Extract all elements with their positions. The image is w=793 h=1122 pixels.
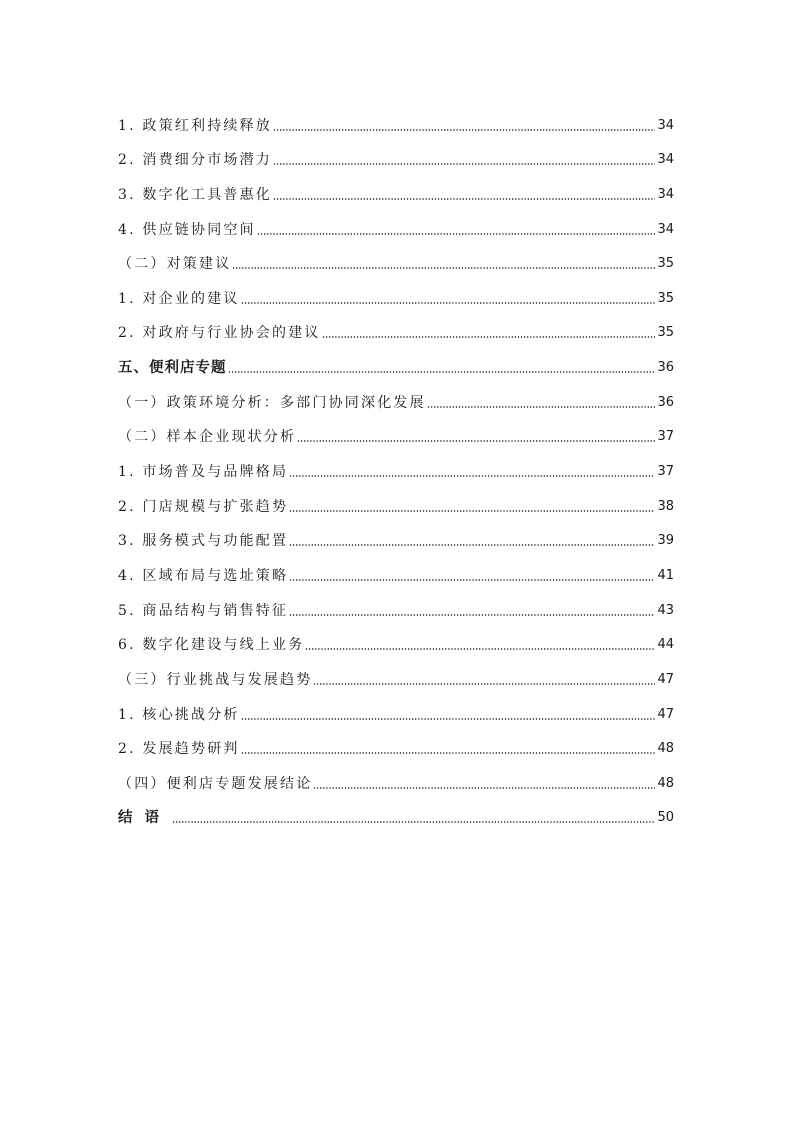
toc-entry-title: 1. 核心挑战分析: [118, 706, 240, 723]
toc-entry-title: （一）政策环境分析：多部门协同深化发展: [118, 394, 426, 411]
toc-entry-countermeasures[interactable]: [118, 245, 674, 280]
toc-page-number: 43: [657, 602, 674, 618]
toc-page-number: 37: [657, 429, 674, 445]
toc-entry-title: 4. 供应链协同空间: [118, 221, 256, 238]
toc-page-number: 48: [657, 741, 674, 757]
toc-entry-store-scale[interactable]: [118, 487, 674, 522]
dot-leader: [289, 475, 655, 477]
toc-entry-title: 2. 对政府与行业协会的建议: [118, 325, 321, 342]
dot-leader: [322, 336, 656, 338]
toc-entry-consumer-segments[interactable]: [118, 141, 674, 176]
toc-entry-enterprise-advice[interactable]: [118, 279, 674, 314]
toc-entry-policy-environment[interactable]: [118, 383, 674, 418]
toc-page-number: 34: [657, 186, 674, 202]
toc-entry-government-advice[interactable]: [118, 314, 674, 349]
toc-page-number: 47: [657, 671, 674, 687]
toc-entry-title: 2. 消费细分市场潜力: [118, 152, 273, 169]
toc-entry-title: （三）行业挑战与发展趋势: [118, 671, 313, 688]
toc-entry-title: 5. 商品结构与销售特征: [118, 602, 289, 619]
toc-page-number: 35: [657, 290, 674, 306]
dot-leader: [297, 440, 655, 442]
toc-entry-title: 结语: [118, 810, 171, 827]
toc-page-number: 41: [657, 567, 674, 583]
toc-entry-service-model[interactable]: [118, 522, 674, 557]
dot-leader: [172, 821, 655, 823]
toc-entry-title: 1. 政策红利持续释放: [118, 117, 273, 134]
toc-page-number: 35: [657, 256, 674, 272]
toc-entry-closing-remarks[interactable]: [118, 799, 674, 834]
toc-page-number: 34: [657, 152, 674, 168]
dot-leader: [232, 267, 655, 269]
toc-page-number: 36: [657, 360, 674, 376]
toc-entry-supply-chain[interactable]: [118, 210, 674, 245]
dot-leader: [273, 129, 655, 131]
toc-page-number: 48: [657, 775, 674, 791]
toc-entry-title: 1. 对企业的建议: [118, 290, 240, 307]
toc-page-number: 37: [657, 464, 674, 480]
toc-page-number: 39: [657, 533, 674, 549]
toc-entry-core-challenges[interactable]: [118, 695, 674, 730]
dot-leader: [241, 752, 656, 754]
toc-page-number: 38: [657, 498, 674, 514]
dot-leader: [241, 718, 656, 720]
dot-leader: [241, 302, 656, 304]
toc-entry-title: （二）对策建议: [118, 256, 232, 273]
toc-page-number: 44: [657, 637, 674, 653]
toc-entry-title: 3. 数字化工具普惠化: [118, 186, 273, 203]
toc-entry-regional-layout[interactable]: [118, 556, 674, 591]
toc-entry-product-structure[interactable]: [118, 591, 674, 626]
toc-entry-sample-enterprises[interactable]: [118, 418, 674, 453]
dot-leader: [289, 510, 655, 512]
toc-entry-title: （四）便利店专题发展结论: [118, 775, 313, 792]
toc-entry-market-brand[interactable]: [118, 452, 674, 487]
toc-entry-title: 3. 服务模式与功能配置: [118, 533, 289, 550]
dot-leader: [289, 544, 655, 546]
dot-leader: [257, 233, 656, 235]
dot-leader: [273, 198, 655, 200]
dot-leader: [305, 648, 655, 650]
toc-page-number: 35: [657, 325, 674, 341]
toc-entry-convenience-store-chapter[interactable]: [118, 348, 674, 383]
toc-page-number: 34: [657, 221, 674, 237]
toc-entry-title: 2. 门店规模与扩张趋势: [118, 498, 289, 515]
toc-entry-title: 五、便利店专题: [118, 360, 227, 377]
dot-leader: [273, 163, 655, 165]
dot-leader: [427, 406, 656, 408]
toc-entry-challenges-trends[interactable]: [118, 660, 674, 695]
toc-page-number: 36: [657, 394, 674, 410]
dot-leader: [313, 787, 655, 789]
toc-entry-trend-analysis[interactable]: [118, 730, 674, 765]
toc-entry-title: 6. 数字化建设与线上业务: [118, 637, 305, 654]
toc-entry-title: 2. 发展趋势研判: [118, 741, 240, 758]
toc-entry-title: 1. 市场普及与品牌格局: [118, 464, 289, 481]
toc-entry-digital-online[interactable]: [118, 626, 674, 661]
table-of-contents: [118, 106, 674, 833]
toc-page-number: 47: [657, 706, 674, 722]
toc-page-number: 34: [657, 117, 674, 133]
toc-entry-policy-dividend[interactable]: [118, 106, 674, 141]
toc-entry-title: 4. 区域布局与选址策略: [118, 567, 289, 584]
dot-leader: [289, 614, 655, 616]
toc-page-number: 50: [657, 810, 674, 826]
toc-entry-title: （二）样本企业现状分析: [118, 429, 297, 446]
dot-leader: [313, 683, 655, 685]
dot-leader: [289, 579, 655, 581]
dot-leader: [228, 371, 656, 373]
toc-entry-chapter-conclusion[interactable]: [118, 764, 674, 799]
toc-entry-digital-tools[interactable]: [118, 175, 674, 210]
